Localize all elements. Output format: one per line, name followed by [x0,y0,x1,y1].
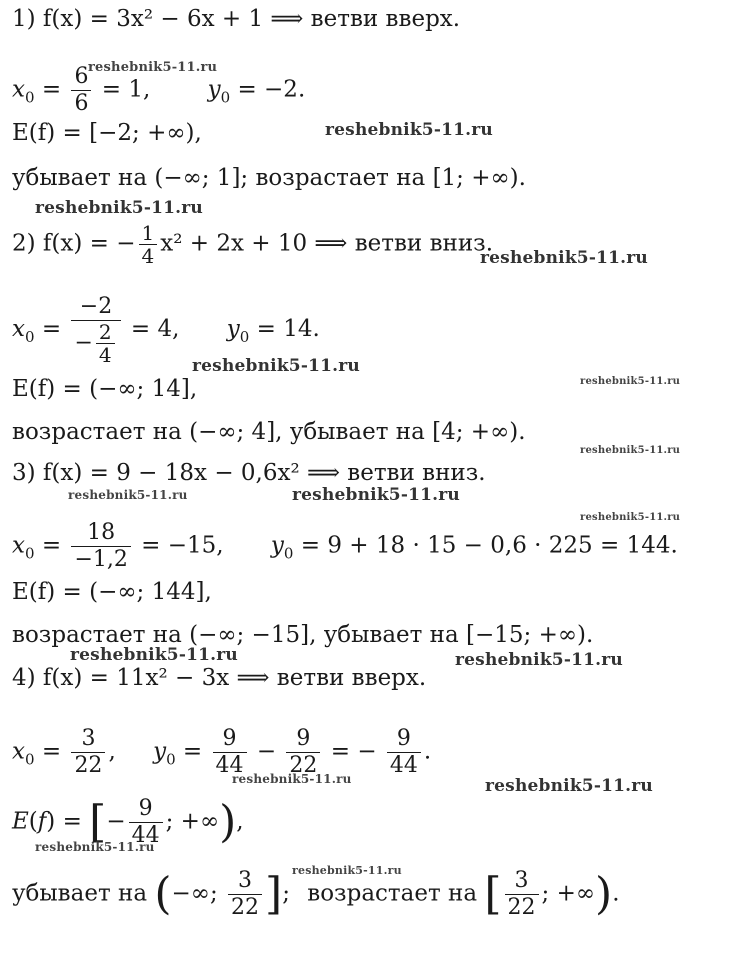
s1-range: E(f) = [−2; +∞), [12,120,202,146]
s2-line1: 2) f(x) = − $\frac{1}{4}$ x² + 2x + 10 ⟹ ветви вниз. [12,221,494,268]
watermark: reshebnik5-11.ru [35,198,203,218]
watermark: reshebnik5-11.ru [580,512,681,523]
s1-x0-frac: $\frac{6}{6}$ [71,64,91,117]
s3-range: E(f) = (−∞; 144], [12,579,212,605]
s3-monotonic: возрастает на (−∞; −15], убывает на [−15; +∞). [12,622,594,648]
s1-vertex: $x_0$ = $\frac{6}{6}$ = 1, $y_0 = -2$. [12,64,306,116]
s4-x0-frac: $\frac{3}{22}$ [71,726,105,779]
s4-range: E(f) = [− $\frac{9}{44}$ ; +∞), [12,796,244,848]
watermark: reshebnik5-11.ru [292,485,460,505]
s4-y0-frac-a: $\frac{9}{44}$ [213,726,247,779]
s4-dec-frac: $\frac{3}{22}$ [228,868,262,921]
s3-vertex: $x_0$ = $\frac{18}{-1,2}$ = −15, $y_0 = 9 + 18 \cdot 15 - 0,6 \cdot 225 = 144$. [12,520,678,572]
watermark: reshebnik5-11.ru [70,645,238,665]
s4-monotonic: убывает на (−∞; $\frac{3}{22}$ ]; возрастает на [ $\frac{3}{22}$ ; +∞). [12,868,620,920]
s4-line1: 4) f(x) = 11x² − 3x ⟹ ветви вверх. [12,665,427,691]
s4-y0-frac-b: $\frac{9}{22}$ [286,726,320,779]
s1-line1: 1) f(x) = 3x² − 6x + 1 ⟹ ветви вверх. [12,6,461,32]
watermark: reshebnik5-11.ru [580,376,681,387]
s2-vertex: $x_0$ = −2 − $\frac{2}{4}$ = 4, $y_0 = 14$. [12,294,320,367]
s3-line1: 3) f(x) = 9 − 18x − 0,6x² ⟹ ветви вниз. [12,460,486,486]
s4-ef-frac: $\frac{9}{44}$ [129,796,163,849]
watermark: reshebnik5-11.ru [292,864,402,877]
watermark: reshebnik5-11.ru [232,772,352,786]
watermark: reshebnik5-11.ru [455,650,623,670]
s2-coef-frac: $\frac{1}{4}$ [139,222,158,267]
watermark: reshebnik5-11.ru [485,776,653,796]
s2-monotonic: возрастает на (−∞; 4], убывает на [4; +∞). [12,419,526,445]
watermark: reshebnik5-11.ru [35,840,155,854]
s4-y0-frac-c: $\frac{9}{44}$ [387,726,421,779]
s3-x0-frac: $\frac{18}{-1,2}$ [71,520,130,573]
watermark: reshebnik5-11.ru [480,248,648,268]
s4-inc-frac: $\frac{3}{22}$ [505,868,539,921]
watermark: reshebnik5-11.ru [192,356,360,376]
watermark: reshebnik5-11.ru [68,488,188,502]
s2-range: E(f) = (−∞; 14], [12,376,198,402]
s2-x0-frac: −2 − $\frac{2}{4}$ [71,294,120,366]
watermark: reshebnik5-11.ru [580,445,681,456]
s1-monotonic: убывает на (−∞; 1]; возрастает на [1; +∞). [12,165,526,191]
watermark: reshebnik5-11.ru [88,60,218,75]
watermark: reshebnik5-11.ru [325,120,493,140]
s4-vertex: $x_0$ = $\frac{3}{22}$ , $y_0$ = $\frac{9}{44}$ − $\frac{9}{22}$ = − $\frac{9}{44}$ . [12,726,432,778]
